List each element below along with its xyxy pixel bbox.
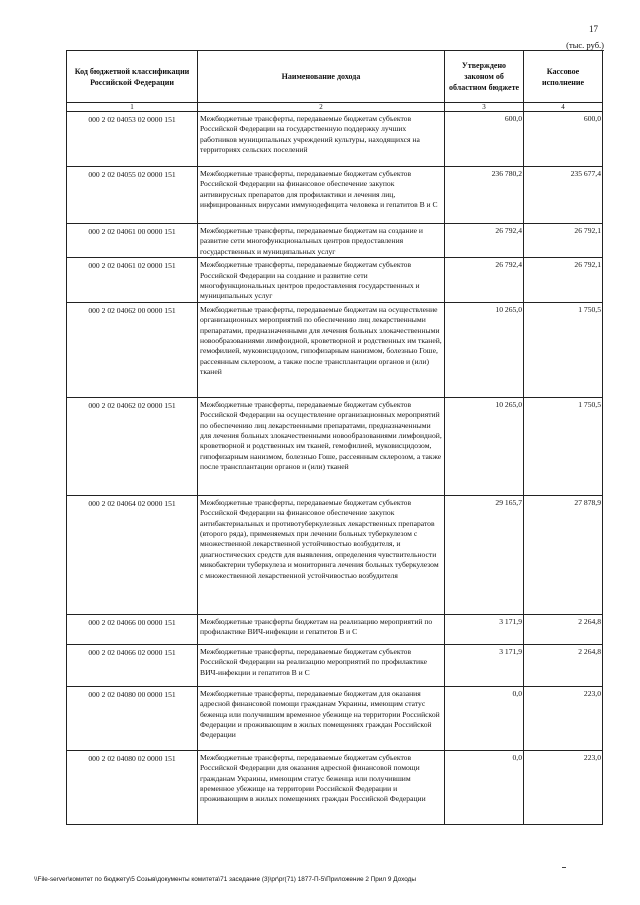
- row-code: 000 2 02 04061 02 0000 151: [67, 258, 198, 303]
- row-code: 000 2 02 04080 00 0000 151: [67, 686, 198, 750]
- row-approved: 0,0: [445, 750, 524, 824]
- margin-mark: [562, 867, 566, 868]
- table-row: [67, 224, 603, 258]
- row-code: 000 2 02 04053 02 0000 151: [67, 112, 198, 167]
- table-row: [67, 750, 603, 824]
- row-approved: 0,0: [445, 686, 524, 750]
- table-row: [67, 495, 603, 614]
- row-name: Межбюджетные трансферты, передаваемые бюджетам субъектов Российской Федерации на создание и развитие сети многофункциональных центров предоставления государственных и муниципальных услуг: [198, 258, 445, 303]
- row-name: Межбюджетные трансферты, передаваемые бюджетам на создание и развитие сети многофункциональных центров предоставления государственных и муниципальных услуг: [198, 224, 445, 258]
- row-executed: 26 792,1: [524, 258, 603, 303]
- column-number: 4: [524, 103, 603, 112]
- row-code: 000 2 02 04061 00 0000 151: [67, 224, 198, 258]
- header-executed: Кассовое исполнение: [524, 51, 603, 103]
- row-executed: 2 264,8: [524, 614, 603, 644]
- header-row: [67, 51, 603, 103]
- row-code: 000 2 02 04080 02 0000 151: [67, 750, 198, 824]
- row-name: Межбюджетные трансферты, передаваемые бюджетам субъектов Российской Федерации на финансовое обеспечение закупок антивирусных препаратов для профилактики и лечения лиц, инфицированных вирусами иммунодефицита человека и гепатитов В и С: [198, 167, 445, 224]
- row-approved: 600,0: [445, 112, 524, 167]
- table-row: [67, 258, 603, 303]
- table-row: [67, 397, 603, 495]
- row-name: Межбюджетные трансферты, передаваемые бюджетам на осуществление организационных мероприятий по обеспечению лиц лекарственными препаратами, предназначенными для лечения больных злокачественными новообразованиями лимфоидной, кроветворной и родственных им тканей, гемофилией, муковисцидозом, гипофизарным нанизмом, болезнью Гоше, рассеянным склерозом, а также после трансплантации органов и (или) тканей: [198, 302, 445, 397]
- row-approved: 10 265,0: [445, 302, 524, 397]
- row-approved: 26 792,4: [445, 258, 524, 303]
- row-name: Межбюджетные трансферты бюджетам на реализацию мероприятий по профилактике ВИЧ-инфекции и гепатитов В и С: [198, 614, 445, 644]
- row-executed: 2 264,8: [524, 644, 603, 686]
- row-approved: 3 171,9: [445, 644, 524, 686]
- column-number-row: [67, 103, 603, 112]
- row-code: 000 2 02 04055 02 0000 151: [67, 167, 198, 224]
- row-executed: 223,0: [524, 750, 603, 824]
- row-executed: 235 677,4: [524, 167, 603, 224]
- row-executed: 223,0: [524, 686, 603, 750]
- table-row: [67, 302, 603, 397]
- row-name: Межбюджетные трансферты, передаваемые бюджетам субъектов Российской Федерации на финансовое обеспечение закупок антибактериальных и противотуберкулезных лекарственных препаратов (второго ряда), применяемых при лечении больных туберкулезом с множественной лекарственной устойчивостью возбудителя, и диагностических средств для выявления, определения чувствительности микобактерии туберкулеза и мониторинга лечения больных туберкулезом с множественной лекарственной устойчивостью возбудителя: [198, 495, 445, 614]
- table-row: [67, 112, 603, 167]
- column-number: 2: [198, 103, 445, 112]
- row-code: 000 2 02 04066 02 0000 151: [67, 644, 198, 686]
- header-approved: Утверждено законом об областном бюджете: [445, 51, 524, 103]
- column-number: 1: [67, 103, 198, 112]
- row-code: 000 2 02 04064 02 0000 151: [67, 495, 198, 614]
- table-row: [67, 614, 603, 644]
- row-name: Межбюджетные трансферты, передаваемые бюджетам субъектов Российской Федерации на государственную поддержку лучших работников муниципальных учреждений культуры, находящихся на территориях сельских поселений: [198, 112, 445, 167]
- row-executed: 27 878,9: [524, 495, 603, 614]
- table-row: [67, 167, 603, 224]
- row-approved: 3 171,9: [445, 614, 524, 644]
- row-name: Межбюджетные трансферты, передаваемые бюджетам субъектов Российской Федерации на реализацию мероприятий по профилактике ВИЧ-инфекции и гепатитов В и С: [198, 644, 445, 686]
- file-path-footer: \\File-server\комитет по бюджету\5 Созыв\документы комитета\71 заседание (3)\pr\pr(71) 1877-П-5\Приложение 2 Прил 9 Доходы: [34, 876, 416, 883]
- page-number: 17: [589, 24, 598, 34]
- row-approved: 26 792,4: [445, 224, 524, 258]
- table-row: [67, 644, 603, 686]
- row-approved: 236 780,2: [445, 167, 524, 224]
- row-code: 000 2 02 04066 00 0000 151: [67, 614, 198, 644]
- row-name: Межбюджетные трансферты, передаваемые бюджетам для оказания адресной финансовой помощи гражданам Украины, имеющим статус беженца или получившим временное убежище на территории Российской Федерации и проживающим в жилых помещениях граждан Российской Федерации: [198, 686, 445, 750]
- row-name: Межбюджетные трансферты, передаваемые бюджетам субъектов Российской Федерации для оказания адресной финансовой помощи гражданам Украины, имеющим статус беженца или получившим временное убежище на территории Российской Федерации и проживающим в жилых помещениях граждан Российской Федерации: [198, 750, 445, 824]
- header-name: Наименование дохода: [198, 51, 445, 103]
- row-code: 000 2 02 04062 02 0000 151: [67, 397, 198, 495]
- row-approved: 10 265,0: [445, 397, 524, 495]
- row-approved: 29 165,7: [445, 495, 524, 614]
- column-number: 3: [445, 103, 524, 112]
- row-executed: 26 792,1: [524, 224, 603, 258]
- row-executed: 600,0: [524, 112, 603, 167]
- row-code: 000 2 02 04062 00 0000 151: [67, 302, 198, 397]
- table-row: [67, 686, 603, 750]
- header-code: Код бюджетной классификации Российской Федерации: [67, 51, 198, 103]
- row-executed: 1 750,5: [524, 302, 603, 397]
- units-text: (тыс. руб.): [566, 40, 604, 50]
- row-executed: 1 750,5: [524, 397, 603, 495]
- income-table: [66, 50, 603, 825]
- row-name: Межбюджетные трансферты, передаваемые бюджетам субъектов Российской Федерации на осуществление организационных мероприятий по обеспечению лиц лекарственными препаратами, предназначенными для лечения больных злокачественными новообразованиями лимфоидной, кроветворной и родственных им тканей, гемофилией, муковисцидозом, гипофизарным нанизмом, болезнью Гоше, рассеянным склерозом, а также после трансплантации органов и (или) тканей: [198, 397, 445, 495]
